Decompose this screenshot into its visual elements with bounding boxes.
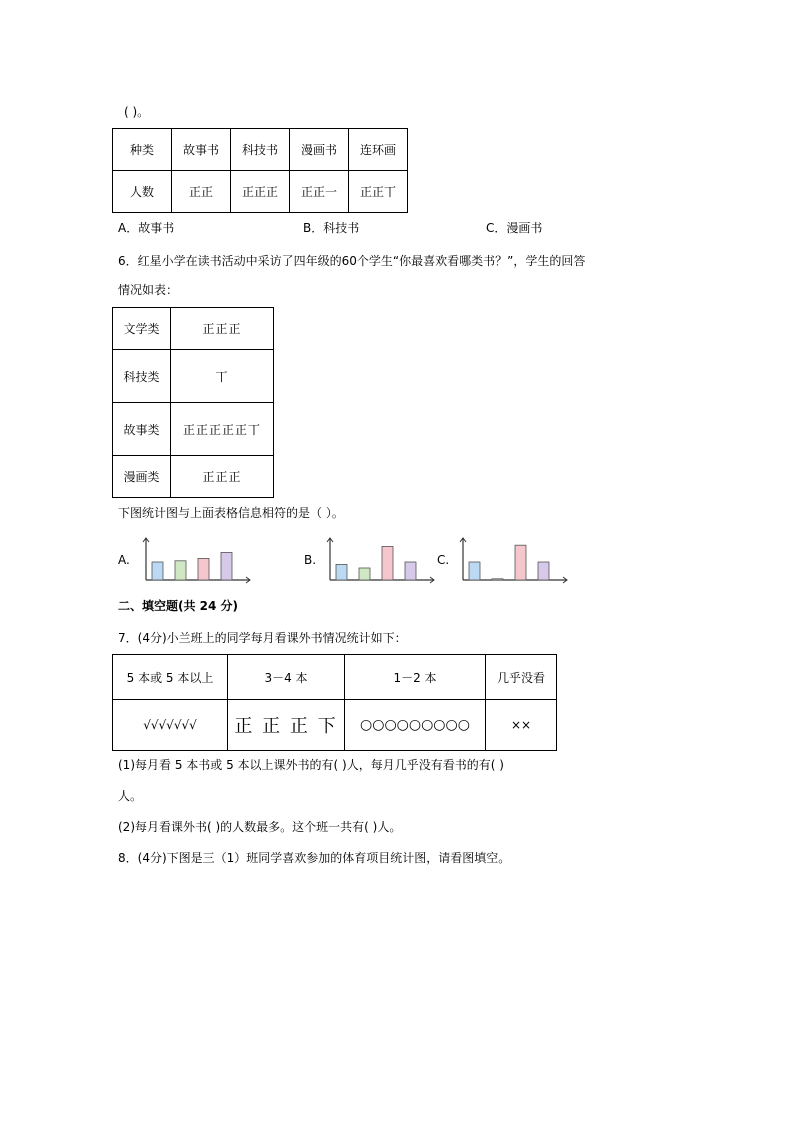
table-cell: 文学类 [113, 308, 171, 350]
table-cell: 漫画类 [113, 456, 171, 498]
option-c-label: C. [437, 553, 450, 567]
bar-漫画类 [538, 562, 549, 580]
table-cell: 故事书 [172, 129, 231, 171]
bar-故事类 [382, 546, 393, 580]
monthly-reading-table [112, 654, 557, 751]
table-cell: 故事类 [113, 403, 171, 456]
table-cell: 正正丅 [349, 171, 408, 213]
bar-文学类 [152, 562, 163, 580]
q8-text: 8．(4分)下图是三（1）班同学喜欢参加的体育项目统计图，请看图填空。 [118, 851, 511, 865]
q6-line2: 情况如表： [118, 283, 179, 297]
table-cell: 人数 [113, 171, 172, 213]
table-cell: 正正正 [171, 308, 274, 350]
table-cell: 漫画书 [290, 129, 349, 171]
top-answer-blank: ( )。 [124, 105, 150, 119]
bar-漫画类 [221, 552, 232, 580]
table-cell: 正正正 [171, 456, 274, 498]
bar-chart-c [457, 535, 572, 585]
table-cell: ○○○○○○○○○ [345, 700, 486, 751]
bar-文学类 [469, 562, 480, 580]
bar-chart-a [140, 535, 255, 585]
table-cell: 正正正正正丅 [171, 403, 274, 456]
table-cell: 科技类 [113, 350, 171, 403]
bar-科技类 [359, 568, 370, 580]
q5-option-c: C．漫画书 [486, 221, 543, 235]
book-type-table [112, 128, 408, 213]
table-cell: 连环画 [349, 129, 408, 171]
bar-科技类 [175, 561, 186, 580]
table-cell: 种类 [113, 129, 172, 171]
q6-question: 下图统计图与上面表格信息相符的是（ ）。 [118, 506, 344, 520]
q7-sub1-end: 人。 [118, 789, 143, 803]
reading-type-table [112, 307, 274, 498]
q6-line1: 6．红星小学在读书活动中采访了四年级的60个学生“你最喜欢看哪类书？”，学生的回答 [118, 254, 586, 268]
q7-sub1: (1)每月看 5 本书或 5 本以上课外书的有( )人，每月几乎没有看书的有( ) [118, 758, 504, 772]
table-cell: 正 正 正 下 [228, 700, 345, 751]
bar-故事类 [198, 558, 209, 580]
table-cell: 几乎没看 [486, 655, 557, 700]
table-cell: √√√√√√√ [113, 700, 228, 751]
option-a-label: A. [118, 553, 130, 567]
bar-文学类 [336, 564, 347, 580]
table-cell: 5 本或 5 本以上 [113, 655, 228, 700]
table-cell: 科技书 [231, 129, 290, 171]
table-cell: 1－2 本 [345, 655, 486, 700]
bar-故事类 [515, 545, 526, 580]
table-cell: 正正正 [231, 171, 290, 213]
q7-intro: 7．(4分)小兰班上的同学每月看课外书情况统计如下： [118, 631, 407, 645]
bar-科技类 [492, 579, 503, 580]
bar-漫画类 [405, 562, 416, 580]
option-b-label: B. [304, 553, 317, 567]
q5-option-a: A．故事书 [118, 221, 175, 235]
q7-sub2: (2)每月看课外书( )的人数最多。这个班一共有( )人。 [118, 820, 402, 834]
q5-option-b: B．科技书 [303, 221, 360, 235]
section-title-fill-blank: 二、填空题(共 24 分) [118, 599, 239, 613]
table-cell: 正正一 [290, 171, 349, 213]
table-cell: 丅 [171, 350, 274, 403]
table-cell: 正正 [172, 171, 231, 213]
table-cell: 3－4 本 [228, 655, 345, 700]
bar-chart-b [324, 535, 439, 585]
table-cell: ×× [486, 700, 557, 751]
